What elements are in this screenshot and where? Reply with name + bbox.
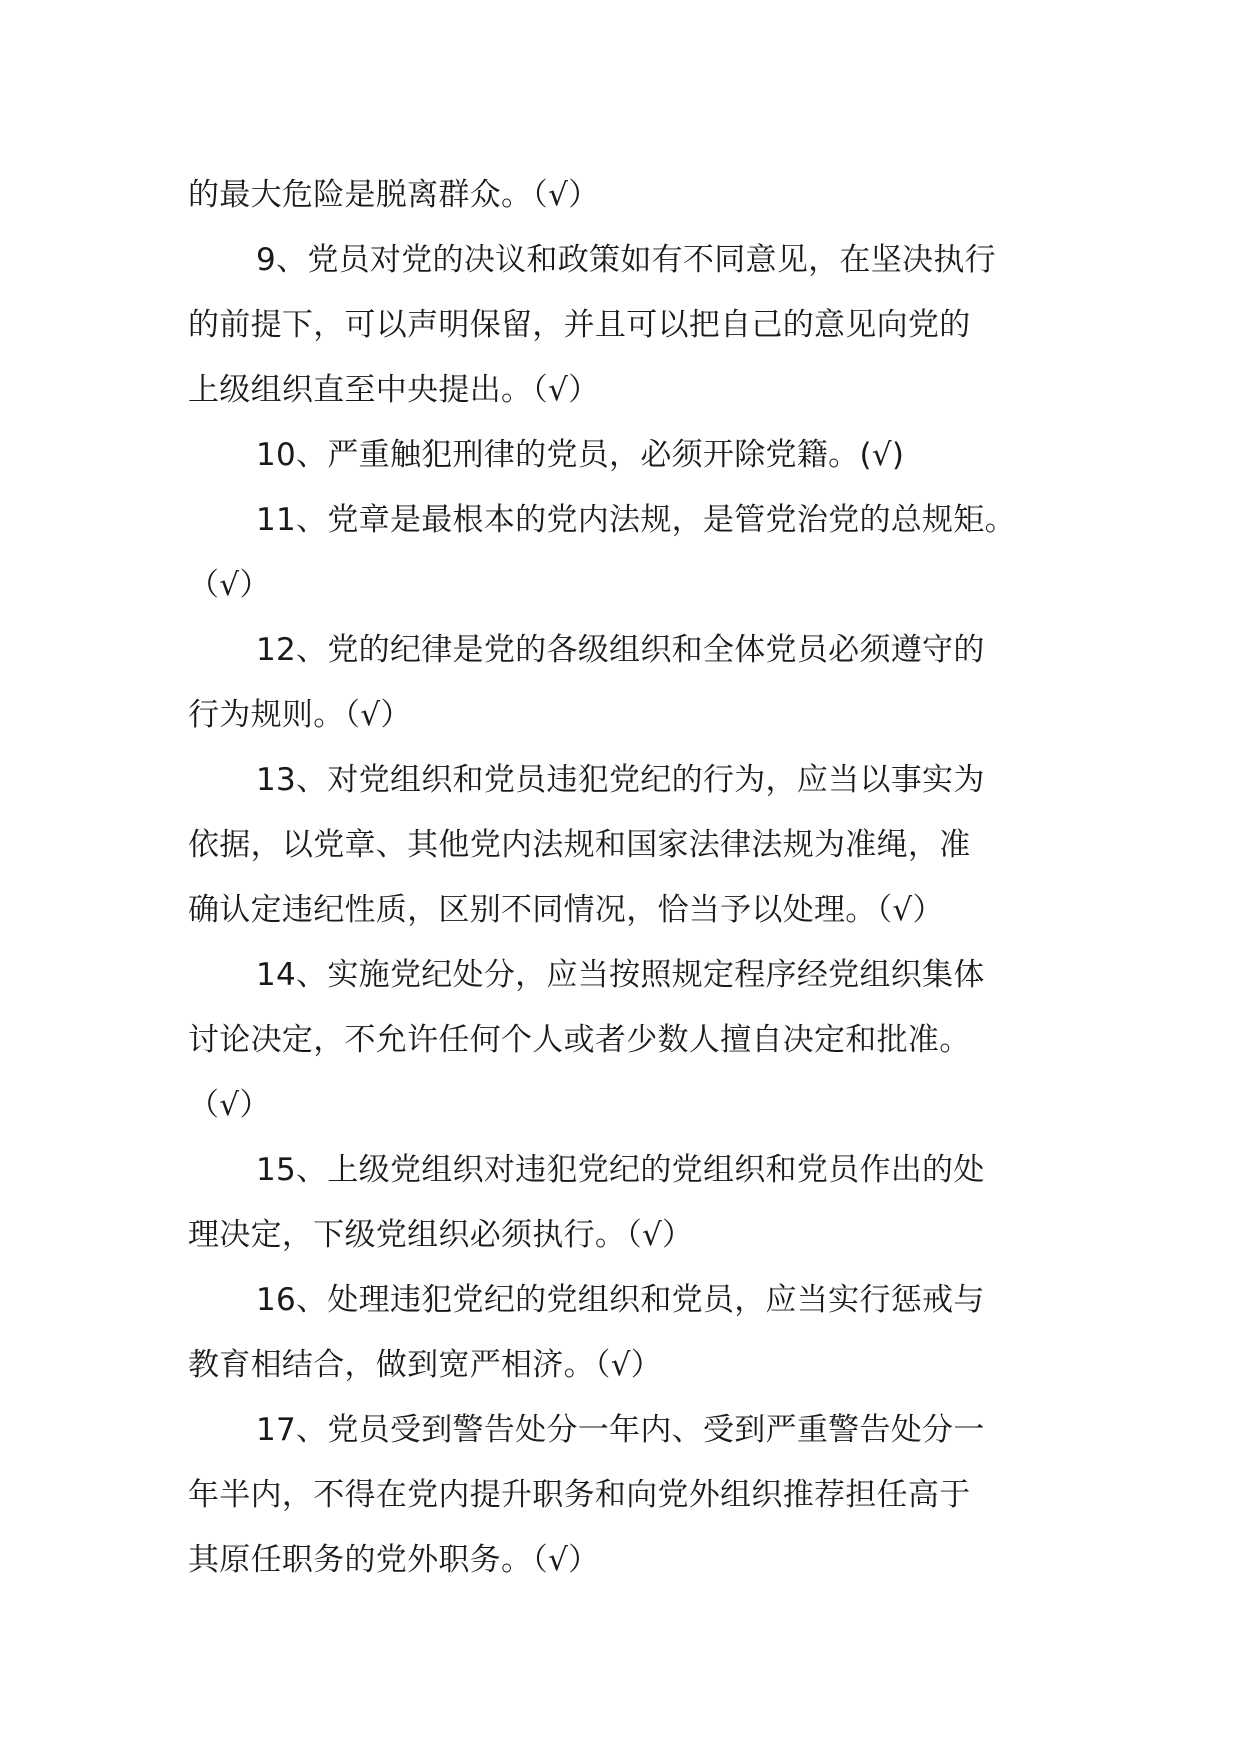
text-line: 11、党章是最根本的党内法规，是管党治党的总规矩。 bbox=[256, 502, 1016, 538]
text-line: 10、严重触犯刑律的党员，必须开除党籍。(√) bbox=[256, 437, 905, 473]
text-line: 17、党员受到警告处分一年内、受到严重警告处分一 bbox=[256, 1412, 985, 1448]
text-line: 行为规则。（√） bbox=[188, 697, 412, 733]
text-line: 讨论决定，不允许任何个人或者少数人擅自决定和批准。 bbox=[188, 1022, 971, 1058]
text-line: （√） bbox=[188, 567, 271, 603]
text-line: 的最大危险是脱离群众。（√） bbox=[188, 177, 600, 213]
text-line: （√） bbox=[188, 1087, 271, 1123]
text-line: 年半内，不得在党内提升职务和向党外组织推荐担任高于 bbox=[188, 1477, 971, 1513]
text-line: 其原任职务的党外职务。（√） bbox=[188, 1542, 600, 1578]
text-line: 16、处理违犯党纪的党组织和党员，应当实行惩戒与 bbox=[256, 1282, 985, 1318]
document-body bbox=[188, 163, 1068, 1593]
text-line: 确认定违纪性质，区别不同情况，恰当予以处理。（√） bbox=[188, 892, 944, 928]
text-line: 依据，以党章、其他党内法规和国家法律法规为准绳，准 bbox=[188, 827, 971, 863]
text-line: 15、上级党组织对违犯党纪的党组织和党员作出的处 bbox=[256, 1152, 985, 1188]
text-line: 12、党的纪律是党的各级组织和全体党员必须遵守的 bbox=[256, 632, 985, 668]
text-line: 13、对党组织和党员违犯党纪的行为，应当以事实为 bbox=[256, 762, 985, 798]
text-line: 理决定，下级党组织必须执行。（√） bbox=[188, 1217, 694, 1253]
text-line: 上级组织直至中央提出。（√） bbox=[188, 372, 600, 408]
text-line: 的前提下，可以声明保留，并且可以把自己的意见向党的 bbox=[188, 307, 971, 343]
text-line: 教育相结合，做到宽严相济。（√） bbox=[188, 1347, 663, 1383]
text-line: 9、党员对党的决议和政策如有不同意见，在坚决执行 bbox=[256, 242, 996, 278]
text-line: 14、实施党纪处分，应当按照规定程序经党组织集体 bbox=[256, 957, 985, 993]
